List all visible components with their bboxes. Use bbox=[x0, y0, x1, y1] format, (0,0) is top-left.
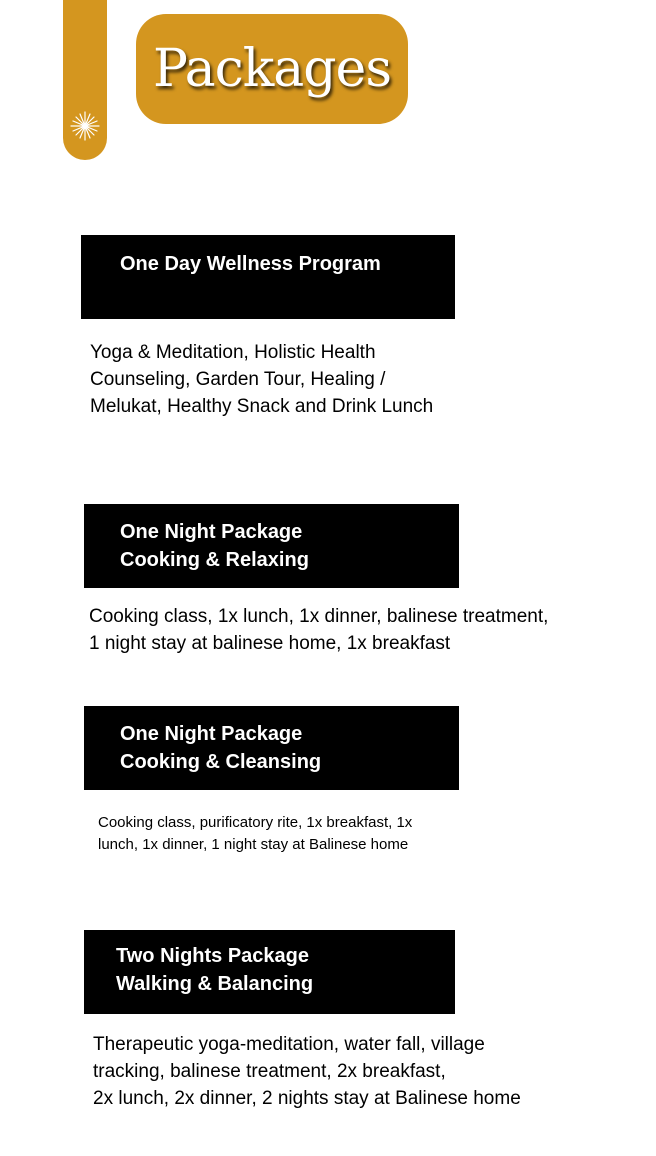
package-description-line: 2x lunch, 2x dinner, 2 nights stay at Balinese home bbox=[93, 1088, 521, 1109]
sparkle-icon bbox=[69, 110, 101, 142]
package-description-cooking-relaxing bbox=[89, 603, 548, 657]
package-title-line: Walking & Balancing bbox=[116, 973, 314, 995]
package-description-line: Counseling, Garden Tour, Healing / bbox=[90, 369, 386, 390]
package-title-line: Cooking & Cleansing bbox=[120, 751, 322, 773]
package-title-line: Cooking & Relaxing bbox=[120, 549, 309, 571]
package-title-line: Two Nights Package bbox=[116, 945, 310, 967]
package-description-line: Melukat, Healthy Snack and Drink Lunch bbox=[90, 396, 434, 417]
package-description-cooking-cleansing bbox=[98, 812, 412, 856]
page-title: Packages bbox=[152, 39, 392, 99]
title-pill bbox=[136, 14, 408, 124]
package-header-one-day-wellness bbox=[81, 235, 455, 319]
package-title-line: One Night Package bbox=[120, 723, 303, 745]
package-description-line: Therapeutic yoga-meditation, water fall, village bbox=[93, 1034, 485, 1055]
package-description-line: 1 night stay at balinese home, 1x breakfast bbox=[89, 633, 451, 654]
package-header-cooking-relaxing bbox=[84, 504, 459, 588]
package-description-line: Yoga & Meditation, Holistic Health bbox=[90, 342, 376, 363]
package-description-line: Cooking class, 1x lunch, 1x dinner, balinese treatment, bbox=[89, 606, 549, 627]
decorative-ribbon bbox=[63, 0, 107, 160]
package-description-line: lunch, 1x dinner, 1 night stay at Balinese home bbox=[98, 836, 409, 853]
package-header-walking-balancing bbox=[84, 930, 455, 1014]
package-description-one-day-wellness bbox=[90, 339, 433, 420]
package-description-walking-balancing bbox=[93, 1031, 521, 1112]
package-description-line: tracking, balinese treatment, 2x breakfast, bbox=[93, 1061, 446, 1082]
package-title-line: One Night Package bbox=[120, 521, 303, 543]
package-header-cooking-cleansing bbox=[84, 706, 459, 790]
package-description-line: Cooking class, purificatory rite, 1x breakfast, 1x bbox=[98, 814, 413, 831]
package-title-line: One Day Wellness Program bbox=[120, 253, 381, 275]
